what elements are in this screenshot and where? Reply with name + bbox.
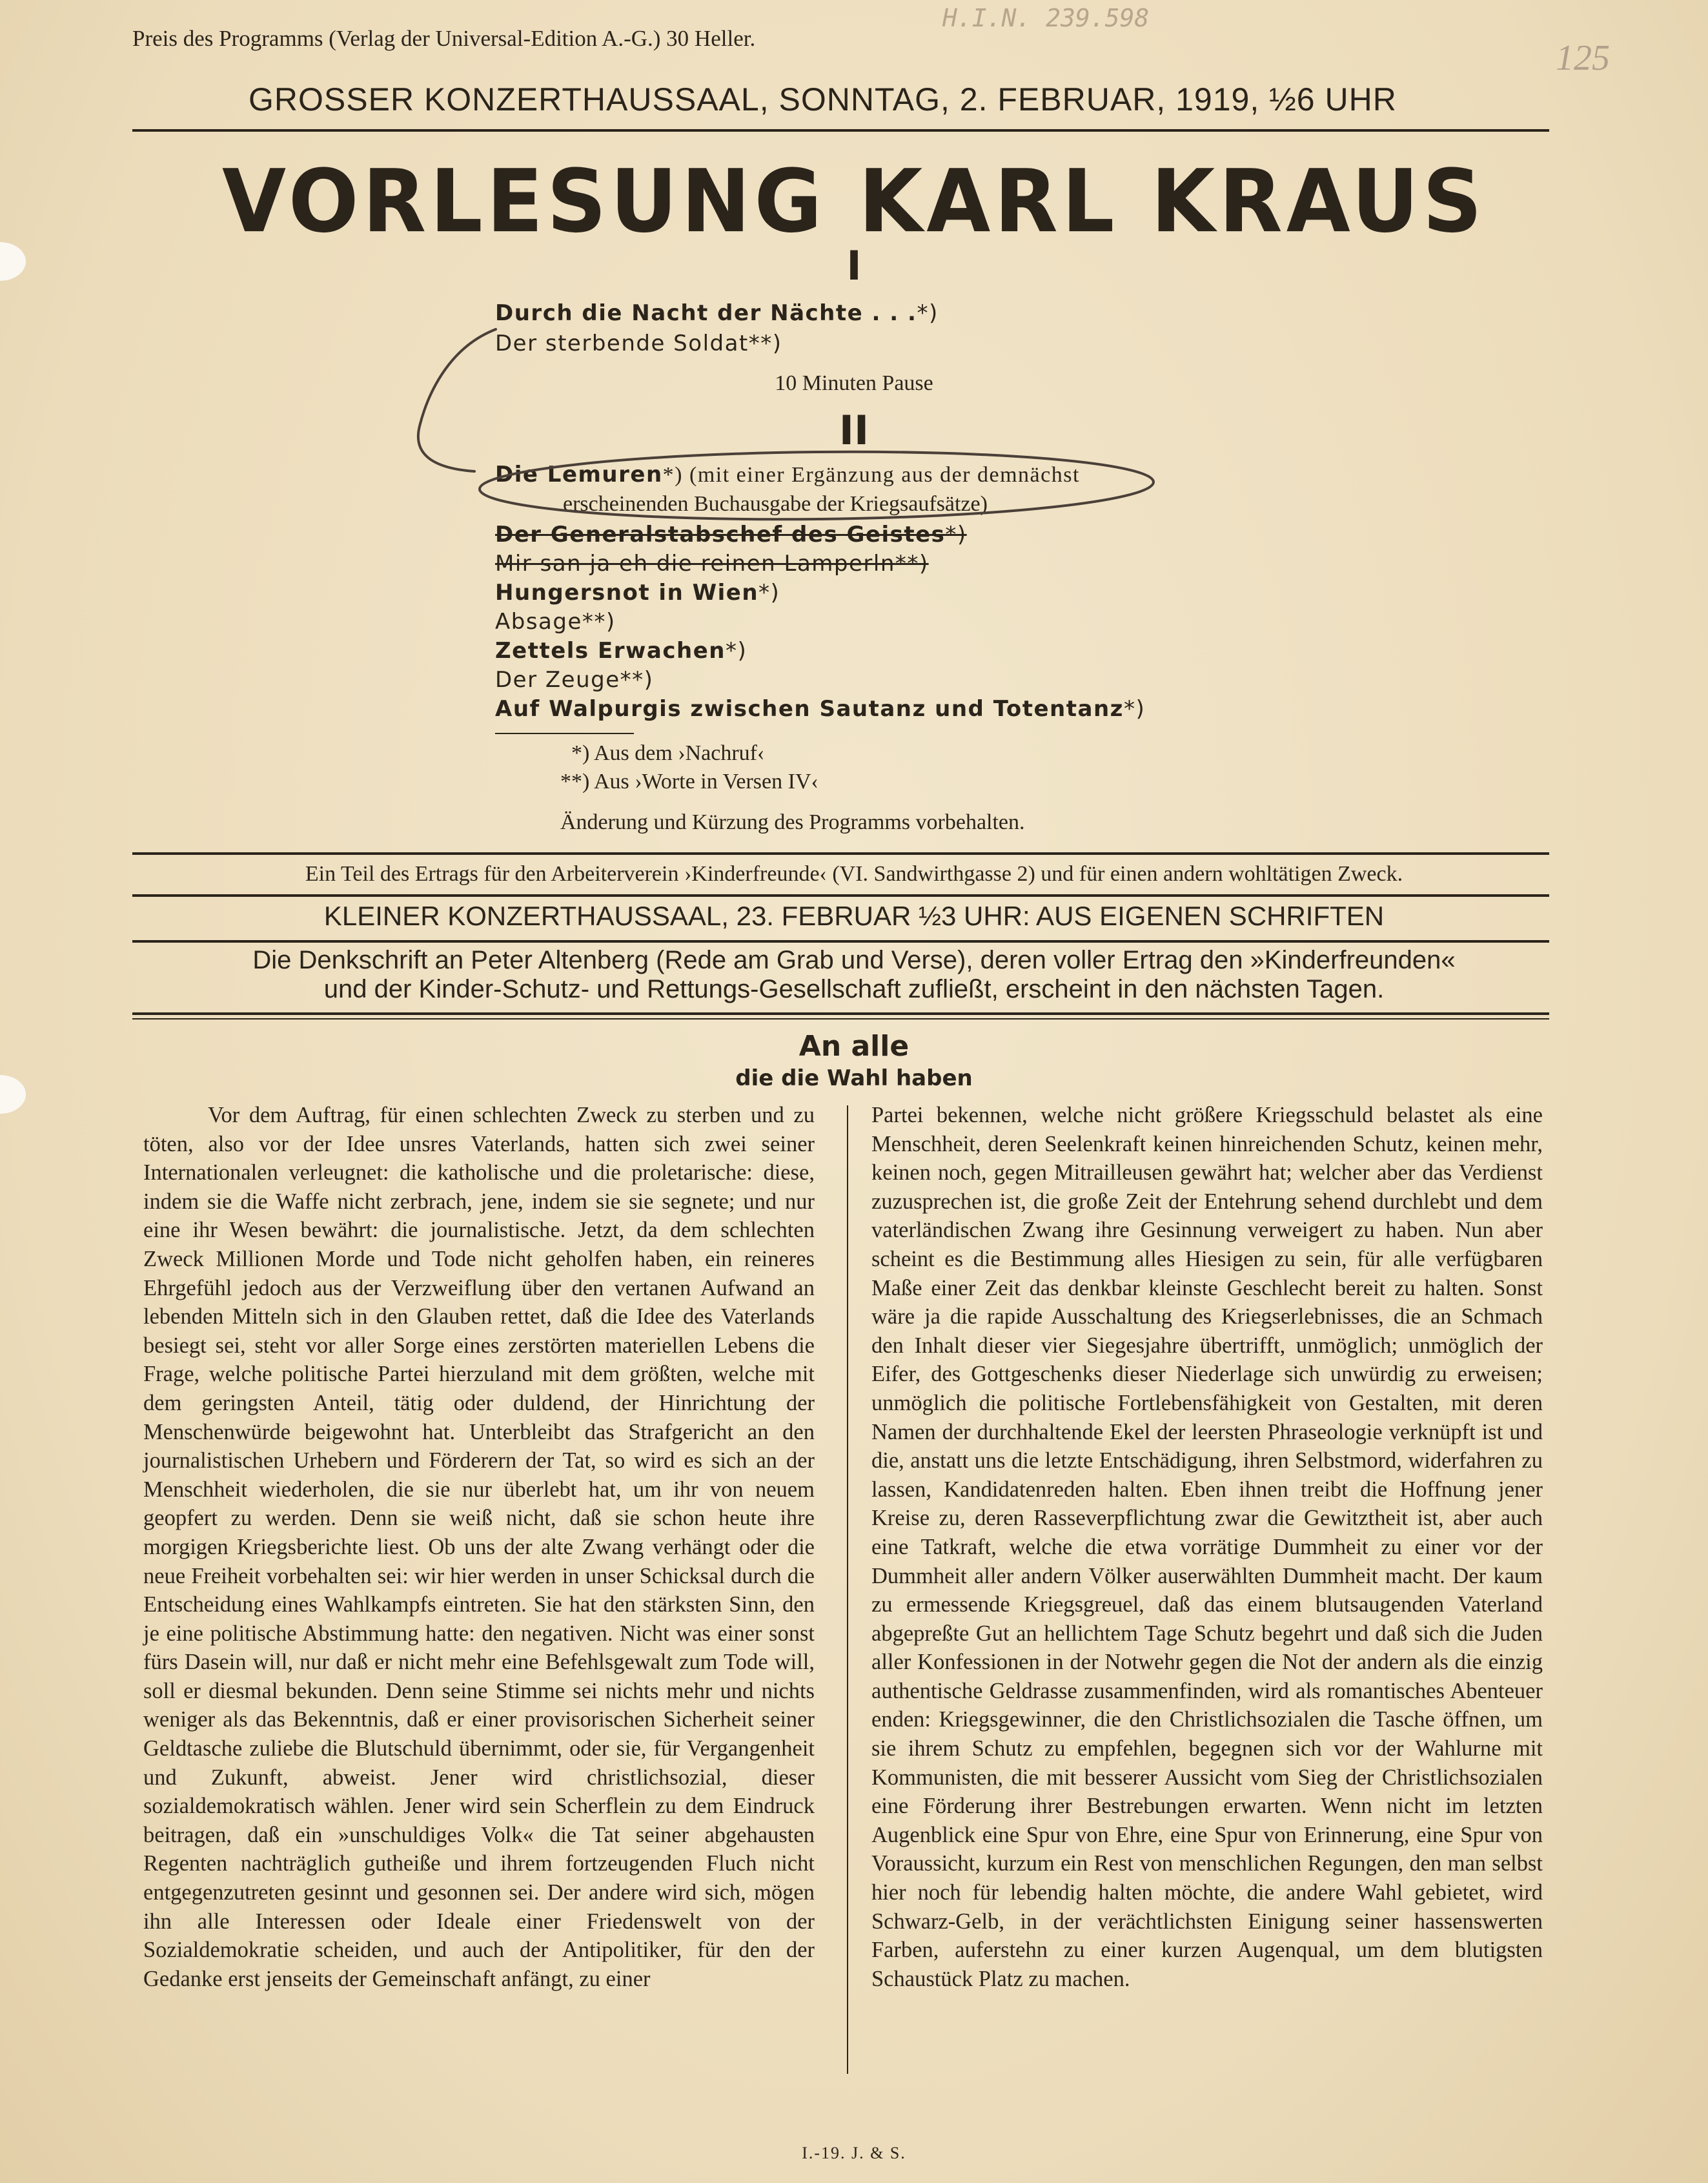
item-note: *) [758,580,780,606]
item-note: *) (mit einer Ergänzung aus der demnächst [662,463,1080,487]
item-note: **) [582,609,616,635]
article-text: Vor dem Auftrag, für einen schlechten Zweck zu sterben und zu töten, also vor der Idee unsres Vaterlands, hatten sich zwei seiner Internationalen verleugnet: die katholische und die proletarische: diese, indem sie die Waffe nicht zerbrach, jene, indem sie sie segnete; und nur eine ihr Wesen bewährt: die journalistische. Jetzt, da dem schlechten Zweck Millionen Morde und Tode nicht geholfen haben, ein reineres Ehrgefühl jedoch aus der Verzweiflung über den vertanen Aufwand an lebenden Mitteln sich in den Glauben rettet, daß die Idee des Vaterlands besiegt sei, steht vor aller Sorge eines zerstörten materiellen Lebens die Frage, welche politische Partei hierzuland mit dem größten, welche mit dem geringsten Anteil, tätig oder duldend, der Hinrichtung der Menschenwürde beigewohnt hat. Unterbleibt das Strafgericht an den journalistischen Urhebern und Förderern der Tat, so wird es sich an der Menschheit wiederholen, die sie nur überlebt hat, um ihr von neuem geopfert zu werden. Denn sie weiß nicht, daß sie schon heute ihre morgigen Kriegsberichte liest. Ob uns der alte Zwang verhängt oder die neue Freiheit vorbehalten sei: wir hier werden in unser Schicksal durch die Entscheidung eines Wahlkampfs eintreten. Sie hat den stärksten Sinn, den je eine politische Abstimmung hatte: den negativen. Nicht was einer sonst fürs Dasein will, nur daß er nicht mehr eine Befehlsgewalt zum Tode will, soll er diesmal bekunden. Denn seine Stimme sei nichts mehr und nichts weniger als das Bekenntnis, daß er einer provisorischen Sicherheit seiner Geldtasche zuliebe die Blutschuld übernimmt, oder sie, für Vergangenheit und Zukunft, abweist. Jener wird christlichsozial, dieser sozialdemokratisch wählen. Jener wird sein Scherflein zu dem Eindruck beitragen, daß ein »unschuldiges Volk« die Tat seiner abgehausten Regenten nachträglich gutheiße und ihrem fortzeugenden Fluch nicht entgegenzutreten gesinnt und gesonnen sei. Der andere wird sich, mögen ihn alle Interessen oder Ideale einer Friedenswelt von der Sozialdemokratie scheiden, und auch der Antipolitiker, für den der Gedanke erst jenseits der Gemeinschaft anfängt, zu einer [143,1103,815,1991]
handwritten-page-number: 125 [1556,38,1610,78]
printer-mark: I.-19. J. & S. [802,2144,906,2162]
lemuren-subnote: erscheinenden Buchausgabe der Kriegsaufsätze) [563,492,988,516]
article-text: Partei bekennen, welche nicht größere Kriegsschuld belastet als eine Menschheit, deren Seelenkraft keinen hinreichenden Schutz, keinen mehr, keinen noch, gegen Mitrailleusen gewährt hat; welcher aber das Verdienst zuzusprechen ist, die große Zeit der Entehrung sehend durchlebt und dem vaterländischen Zwang ihre Gesinnung verweigert zu haben. Nun aber scheint es die Bestimmung alles Hiesigen zu sein, für alle verfügbaren Maße einer Zeit das denkbar kleinste Geschlecht bereit zu halten. Sonst wäre ja die rapide Ausschaltung des Kriegserlebnisses, die an Schmach den Inhalt dieser vier Siegesjahre übertrifft, unmöglich; unmöglich der Eifer, des Gottgeschenks dieser Niederlage sich unwürdig zu erweisen; unmöglich die politische Fortlebensfähigkeit von Gestalten, mit deren Namen der durchhaltende Ekel der leersten Phraseologie verknüpft ist und die, anstatt uns die letzte Entschädigung, ihren Selbstmord, widerfahren zu lassen, Kandidatenreden halten. Eben ihnen treibt die Hoffnung jener Kreise zu, deren Rasseverpflichtung zwar die Gewitztheit ist, aber auch eine Tatkraft, welche die etwa vorrätige Dummheit zu einer vor der Dummheit aller andern Völker auserwählten Dummheit macht. Der kaum zu ermessende Kriegsgreuel, daß das einem blutsaugenden Vaterland abgepreßte Gut an hellichtem Tage Schutz begehrt und daß sich die Juden aller Konfessionen in der Notwehr gegen die Not der andern als die einzig authentische Geldrasse zusammenfinden, wird als romantisches Abenteuer enden: Kriegsgewinner, die den Christlichsozialen die Tasche öffnen, um sie ihrem Schutz zu empfehlen, begegnen sich vor der Wahlurne mit Kommunisten, die mit besserer Aussicht vom Sieg der Christlichsozialen eine Förderung ihrer Bestrebungen erwarten. Wenn nicht im letzten Augenblick eine Spur von Ehre, eine Spur von Erinnerung, eine Spur von Voraussicht, kurzum ein Rest von menschlichen Regungen, den man selbst hier noch für lebendig halten möchte, die andere Wahl gebietet, wird Schwarz-Gelb, in der verächtlichsten Einigung seiner hassenswerten Farben, auferstehn zu einer kurzen Augenqual, um dem blutigsten Schaustück Platz zu machen. [871,1103,1543,1991]
footnote: **) Aus ›Worte in Versen IV‹ [560,770,818,794]
item-note: *) [1123,696,1146,722]
pause-note: 10 Minuten Pause [775,371,933,395]
item-title: Mir san ja eh die reinen Lamperln [495,551,895,577]
item-note: **) [620,667,654,693]
item-title: Zettels Erwachen [495,638,726,664]
proceeds-note: Ein Teil des Ertrags für den Arbeiterverein ›Kinderfreunde‹ (VI. Sandwirthgasse 2) und für einen andern wohltätigen Zweck. [305,862,1403,886]
pencil-arrow-stroke [418,329,496,471]
item-note: **) [895,551,929,577]
item-title: Auf Walpurgis zwischen Sautanz und Totentanz [495,696,1124,722]
item-note: *) [725,638,747,664]
item-title: Hungersnot in Wien [495,580,759,606]
item-title: Durch die Nacht der Nächte . . . [495,300,917,326]
pencil-circle [479,449,1154,523]
footnote: *) Aus dem ›Nachruf‹ [571,741,765,765]
item-title: Der Zeuge [495,667,620,693]
article-subtitle: die die Wahl haben [735,1065,973,1091]
item-note: *) [917,300,939,326]
item-title: Die Lemuren [495,462,663,487]
item-title: Der sterbende Soldat [495,331,749,356]
part-one-numeral: I [846,242,862,289]
item-title: Absage [495,609,582,635]
venue-line: GROSSER KONZERTHAUSSAAL, SONNTAG, 2. FEBRUAR, 1919, ½6 UHR [249,81,1397,118]
next-event: KLEINER KONZERTHAUSSAAL, 23. FEBRUAR ½3 UHR: AUS EIGENEN SCHRIFTEN [323,901,1385,931]
article-title: An alle [798,1030,910,1063]
item-title: Der Generalstabschef des Geistes [495,522,946,548]
change-note: Änderung und Kürzung des Programms vorbehalten. [560,810,1025,834]
denkschrift-line: und der Kinder-Schutz- und Rettungs-Gesellschaft zufließt, erscheint in den nächsten Tagen. [323,975,1385,1003]
archive-stamp: H.I.N. 239.598 [942,4,1150,32]
denkschrift-line: Die Denkschrift an Peter Altenberg (Rede am Grab und Verse), deren voller Ertrag den »Kinderfreunden« [252,946,1456,974]
item-note: **) [748,331,782,356]
part-two-numeral: II [839,407,869,454]
item-note: *) [945,522,967,548]
price-note: Preis des Programms (Verlag der Universal-Edition A.-G.) 30 Heller. [132,26,756,51]
program-title: VORLESUNG KARL KRAUS [222,151,1486,252]
